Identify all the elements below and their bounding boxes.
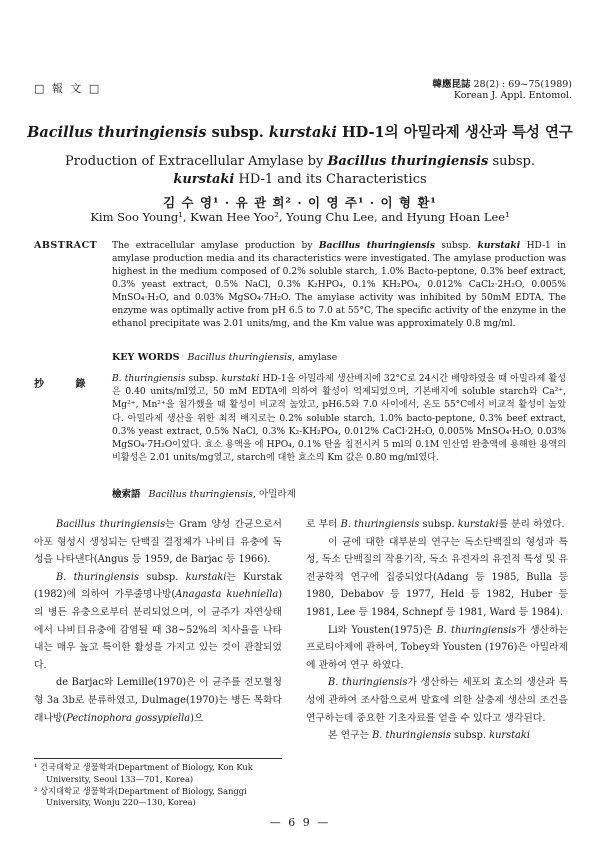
summary-text: B. thuringiensis subsp. kurstaki HD-1을 아밀라제 생산배지에 32°C로 24시간 배양하였을 때 아밀라제 활성은 0.40 units/ml였고, 50 mM EDTA에 의하여 활성이 억제되었으며, 기본배지에 soluble starch와 Ca²⁺, Mg²⁺, Mn²⁺을 첨가했을 때 활성이 비교적 높았고, pH6.5와 7.0 사이에서, 온도 55°C에서 비교적 활성이 높았다. 아밀라제 생산을 위한 최적 배지로는 0.2% soluble starch, 1.0% bacto-peptone, 0.3% beef extract, 0.3% yeast extract, 0.5% NaCl, 0.3% K₂-KH₂PO₄, 0.012% CaCl·2H₂O, 0.005% MnSO₄·H₂O, 0.03% MgSO₄·7H₂O이었다. 효소 용액을 에 HPO₄, 0.1% 탄올 침전시켜 5 ml의 0.1M 인산염 완충액에 용해한 용액의 비활성은 2.01 units/mg였고, starch에 대한 효소의 Km 값은 0.80 mg/ml였다. (112, 374, 567, 464)
body-column-right (306, 516, 568, 745)
summary-label: 抄 錄 (34, 379, 100, 390)
paragraph: 로 부터 B. thuringiensis subsp. kurstaki를 분리 하였다. (306, 519, 565, 530)
footnotes (34, 762, 284, 809)
title-english: Production of Extracellular Amylase by Bacillus thuringiensis subsp. kurstaki HD-1 and its Characteristics (65, 154, 535, 187)
journal-citation (432, 79, 572, 101)
keywords-korean: 檢索語 Bacillus thuringiensis, 아밀라제 (112, 489, 296, 500)
paragraph: B. thuringiensis subsp. kurstaki는 Kurstak (1982)에 의하여 가루줄명나방(Anagasta kuehniella)의 병든 유충으로부터 분리되었으며, 이 균주가 자연상태에서 나비目유충에 감염될 때 38~52%의 치사율을 나타내는 매우 높고 특이한 활성을 가지고 있는 것이 관찰되었다. (34, 571, 283, 671)
paragraph: 이 균에 대한 대부분의 연구는 독소단백질의 형성과 특성, 독소 단백질의 작용기작, 독소 유전자의 유전적 특성 및 유전공학적 연구에 집중되었다(Adang 등 1985, Bulla 등 1980, Debabov 등 1977, Held 등 1982, Huber 등 1981, Lee 등 1984, Schnepf 등 1981, Ward 등 1984). (306, 536, 568, 618)
title-korean: Bacillus thuringiensis subsp. kurstaki HD-1의 아밀라제 생산과 특성 연구 (27, 124, 573, 141)
abstract-text: The extracellular amylase production by Bacillus thuringiensis subsp. kurstaki HD-1 in amylase production media and its characteristics were investigated. The amylase production was highest in the medium composed of 0.2% soluble starch, 1.0% Bacto-peptone, 0.3% beef extract, 0.3% yeast extract, 0.5% NaCl, 0.3% K₂HPO₄, 0.1% KH₂PO₄, 0.012% CaCl₂·2H₂O, 0.005% MnSO₄·H₂O, and 0.03% MgSO₄·7H₂O. The amylase activity was inhibited by 50mM EDTA. The enzyme was optimally active from pH 6.5 to 7.0 at 55°C, The specific activity of the enzyme in the ethanol precipitate was 2.01 units/mg, and the Km value was approximately 0.8 mg/ml. (112, 240, 567, 329)
article-type-label: □ 報 文 □ (34, 82, 102, 95)
authors-korean: 김 수 영¹ · 유 관 희² · 이 영 주¹ · 이 형 환¹ (163, 195, 437, 210)
paragraph: 본 연구는 B. thuringiensis subsp. kurstaki (328, 730, 530, 742)
paragraph: Bacillus thuringiensis는 Gram 양성 간균으로서 아포 형성시 생성되는 단백질 결정체가 나비目 유충에 독성을 나타낸다(Angus 등 1959, de Barjac 등 1966). (34, 519, 282, 566)
paragraph: de Barjac와 Lemille(1970)은 이 균주를 전모혈청형 3a 3b로 분류하였고, Dulmage(1970)는 병든 목화다래나방(Pectinophora gossypiella)으 (34, 677, 282, 724)
keywords: KEY WORDS Bacillus thuringiensis, amylase (112, 352, 338, 363)
footnote-1: ¹ 건국대학교 생물학과(Department of Biology, Kon Kuk University, Seoul 133—701, Korea) (34, 762, 253, 784)
body-column-left (34, 516, 282, 727)
keywords-label: KEY WORDS (112, 352, 180, 363)
journal-volume-pages: 28(2) : 69~75(1989) (473, 79, 572, 90)
keywords-korean-label: 檢索語 (112, 489, 141, 500)
authors-english: Kim Soo Young¹, Kwan Hee Yoo², Young Chu Lee, and Hyung Hoan Lee¹ (90, 210, 510, 224)
journal-name-ko: 韓應昆誌 (432, 79, 471, 90)
journal-name-en: Korean J. Appl. Entomol. (453, 90, 572, 101)
page-number: — 6 9 — (269, 816, 331, 829)
paragraph: B. thuringiensis가 생산하는 세포외 효소의 생산과 특성에 관하여 조사함으로써 발효에 의한 살충제 생산의 조건을 연구하는데 중요한 기초자료를 얻을 수 있다고 생각된다. (306, 677, 568, 724)
paragraph: Li와 Yousten(1975)은 B. thuringiensis가 생산하는 프로티아제에 관하여, Tobey와 Yousten (1976)은 아밀라제에 관하여 연구 하였다. (306, 624, 569, 671)
footnote-2: ² 상지대학교 생물학과(Department of Biology, Sanggi University, Wonju 220—130, Korea) (34, 785, 247, 808)
footnote-divider (34, 758, 282, 759)
abstract-label: ABSTRACT (34, 240, 98, 251)
